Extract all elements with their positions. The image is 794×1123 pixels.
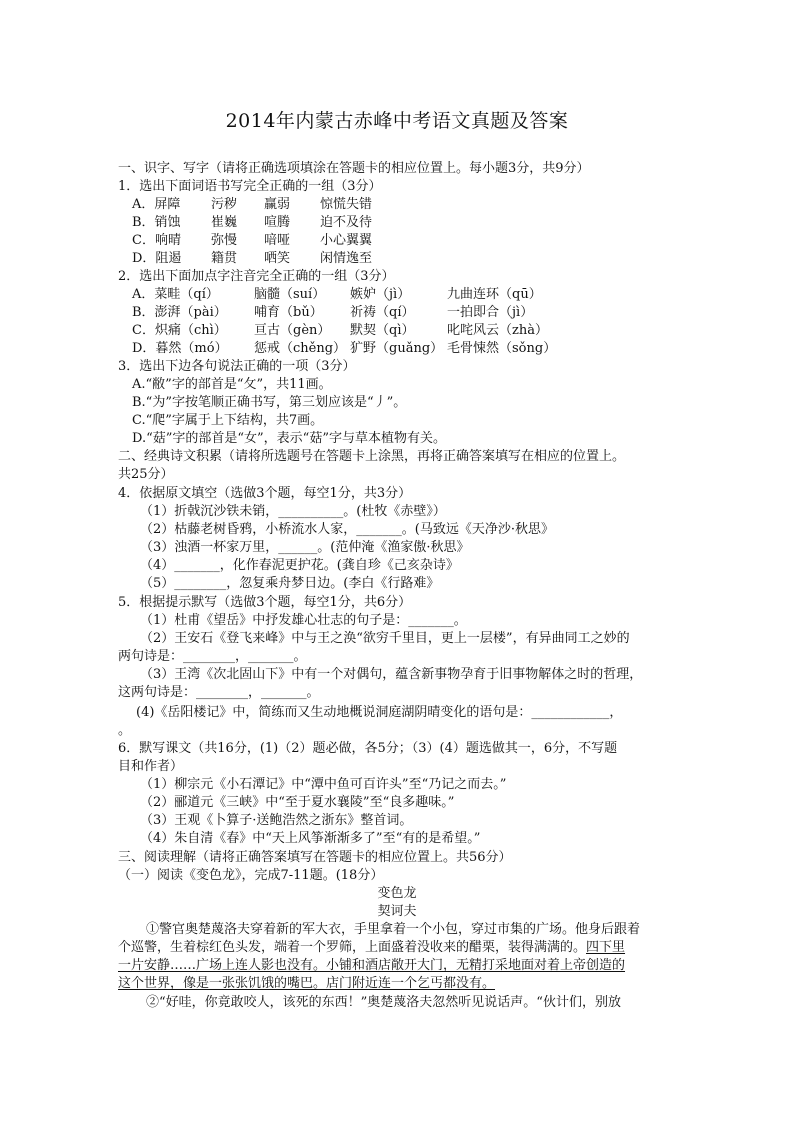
q1-b-word-3: 喧腾 bbox=[264, 215, 291, 230]
q1-b-word-2: 崔巍 bbox=[211, 215, 238, 230]
q2-row-c bbox=[132, 322, 562, 340]
q5-line-6: (4)《岳阳楼记》中，简练而又生动地概说洞庭湖阴晴变化的语句是：____________， bbox=[136, 705, 623, 720]
q5-stem: 5．根据提示默写（选做3个题，每空1分，共6分） bbox=[118, 595, 412, 610]
q1-row-b bbox=[132, 214, 432, 232]
q2-row-a bbox=[132, 286, 562, 304]
q6-item-1: （1）柳宗元《小石潭记》中“潭中鱼可百许头”至“乃记之而去。” bbox=[140, 777, 507, 792]
reading-sub-header: （一）阅读《变色龙》，完成7-11题。(18分） bbox=[118, 868, 384, 883]
q3-option-a: A.“敝”字的部首是“攵”，共11画。 bbox=[132, 377, 332, 392]
q5-line-7: 。 bbox=[118, 723, 132, 738]
q2-row-d bbox=[132, 340, 562, 358]
q2-c-item-4: 叱咤风云（zhà） bbox=[447, 323, 548, 338]
q1-row-d bbox=[132, 250, 432, 268]
q1-c-word-3: 喑哑 bbox=[264, 233, 291, 248]
q2-a-item-4: 九曲连环（qū） bbox=[447, 287, 542, 302]
underlined-sentence-line-3: 这个世界，像是一张张饥饿的嘴巴。店门附近连一个乞丐都没有。 bbox=[118, 976, 496, 991]
q2-d-item-3: 犷野（guǎng） bbox=[350, 341, 444, 356]
underlined-sentence-start: 四下里 bbox=[586, 940, 626, 955]
q1-c-word-1: C．响晴 bbox=[132, 233, 181, 248]
q2-c-item-2: 亘古（gèn） bbox=[254, 323, 331, 338]
q4-stem: 4．依据原文填空（选做3个题，每空1分，共3分） bbox=[118, 486, 412, 501]
q1-d-word-4: 闲情逸至 bbox=[320, 251, 373, 266]
q4-item-3: （3）浊酒一杯家万里，______。(范仲淹《渔家傲·秋思》 bbox=[140, 540, 470, 555]
q5-line-5: 这两句诗是：________，_______。 bbox=[118, 685, 320, 700]
q1-stem: 1．选出下面词语书写完全正确的一组（3分） bbox=[118, 179, 382, 194]
passage-author: 契诃夫 bbox=[377, 904, 417, 919]
q2-d-item-2: 惩戒（chěng） bbox=[254, 341, 347, 356]
q2-c-item-1: C．炽痛（chì） bbox=[132, 323, 227, 338]
q1-b-word-4: 迫不及待 bbox=[320, 215, 373, 230]
q4-item-4: （4）_______，化作春泥更护花。(龚自珍《己亥杂诗》 bbox=[140, 558, 459, 573]
underlined-sentence-line-2: 一片安静……广场上连人影也没有。小铺和酒店敞开大门，无精打采地面对着上帝创造的 bbox=[118, 958, 626, 973]
q6-stem-line-1: 6．默写课文（共16分，(1)（2）题必做，各5分；（3）(4）题选做其一，6分，不写题 bbox=[118, 741, 618, 756]
q2-d-item-1: D．暮然（mó） bbox=[132, 341, 228, 356]
q1-a-word-1: A．屏障 bbox=[132, 197, 181, 212]
q5-line-2: （2）王安石《登飞来峰》中与王之涣“欲穷千里目，更上一层楼”，有异曲同工之妙的 bbox=[140, 631, 630, 646]
q6-stem-line-2: 目和作者） bbox=[118, 759, 184, 774]
q1-b-word-1: B．销蚀 bbox=[132, 215, 181, 230]
q6-item-4: （4）朱自清《春》中“天上风筝渐渐多了”至“有的是希望。” bbox=[140, 831, 481, 846]
q1-d-word-3: 哂笑 bbox=[264, 251, 291, 266]
q2-a-item-2: 脑髓（suí） bbox=[254, 287, 326, 302]
q2-c-item-3: 默契（qì） bbox=[350, 323, 415, 338]
q2-b-item-4: 一拍即合（jì） bbox=[447, 305, 534, 320]
q1-a-word-2: 污秽 bbox=[211, 197, 238, 212]
q1-a-word-4: 惊慌失错 bbox=[320, 197, 373, 212]
q1-d-word-2: 籍贯 bbox=[211, 251, 238, 266]
q2-a-item-3: 嫉妒（jì） bbox=[350, 287, 411, 302]
q2-b-item-1: B．澎湃（pài） bbox=[132, 305, 227, 320]
paragraph-1-line-2 bbox=[118, 939, 625, 957]
q1-a-word-3: 赢弱 bbox=[264, 197, 291, 212]
q2-b-item-3: 祈祷（qí） bbox=[350, 305, 415, 320]
q3-option-c: C.“爬”字属于上下结构，共7画。 bbox=[132, 413, 324, 428]
section-1-header: 一、识字、写字（请将正确选项填涂在答题卡的相应位置上。每小题3分，共9分） bbox=[118, 161, 590, 176]
q5-line-3: 两句诗是：________，_______。 bbox=[118, 649, 307, 664]
passage-title: 变色龙 bbox=[377, 886, 417, 901]
paragraph-2-line-1: ②“好哇，你竟敢咬人，该死的东西！”奥楚蔑洛夫忽然听见说话声。“伙计们，别放 bbox=[146, 995, 621, 1010]
q5-line-4: （3）王湾《次北固山下》中有一个对偶句，蕴含新事物孕育于旧事物解体之时的哲理， bbox=[140, 667, 643, 682]
section-2-header-line-1: 二、经典诗文积累（请将所选题号在答题卡上涂黑，再将正确答案填写在相应的位置上。 bbox=[118, 449, 626, 464]
q1-d-word-1: D．阻遏 bbox=[132, 251, 182, 266]
q2-row-b bbox=[132, 304, 562, 322]
q3-stem: 3．选出下边各句说法正确的一项（3分） bbox=[118, 359, 356, 374]
section-3-header: 三、阅读理解（请将正确答案填写在答题卡的相应位置上。共56分） bbox=[118, 850, 512, 865]
q5-line-1: （1）杜甫《望岳》中抒发雄心壮志的句子是：_______。 bbox=[140, 613, 467, 628]
q2-b-item-2: 哺育（bǔ） bbox=[254, 305, 323, 320]
section-2-header-line-2: 共25分） bbox=[118, 467, 174, 482]
q6-item-2: （2）郦道元《三峡》中“至于夏水襄陵”至“良多趣味。” bbox=[140, 795, 455, 810]
q3-option-b: B.“为”字按笔顺正确书写，第三划应该是“丿”。 bbox=[132, 395, 407, 410]
q1-c-word-4: 小心翼翼 bbox=[320, 233, 373, 248]
q1-c-word-2: 弥慢 bbox=[211, 233, 238, 248]
q6-item-3: （3）王观《卜算子·送鲍浩然之浙东》整首词。 bbox=[140, 813, 413, 828]
q4-item-1: （1）折戟沉沙铁未销，__________。(杜牧《赤壁》） bbox=[140, 504, 446, 519]
q4-item-2: （2）枯藤老树昏鸦，小桥流水人家，_______。(马致远《天净沙·秋思》 bbox=[140, 522, 554, 537]
q2-a-item-1: A．菜畦（qí） bbox=[132, 287, 219, 302]
q1-row-a bbox=[132, 196, 432, 214]
q1-row-c bbox=[132, 232, 432, 250]
q2-stem: 2．选出下面加点字注音完全正确的一组（3分） bbox=[118, 269, 395, 284]
q2-d-item-4: 毛骨悚然（sǒng） bbox=[447, 341, 557, 356]
paragraph-1-line-2-text: 个巡警，生着棕红色头发，端着一个罗筛，上面盛着没收来的醋栗，装得满满的。 bbox=[118, 940, 587, 955]
q4-item-5: （5）________，忽复乘舟梦日边。(李白《行路难》 bbox=[140, 576, 440, 591]
q3-option-d: D.“菇”字的部首是“女”，表示“菇”字与草本植物有关。 bbox=[132, 431, 446, 446]
paragraph-1-line-1: ①警官奥楚蔑洛夫穿着新的军大衣，手里拿着一个小包，穿过市集的广场。他身后跟着 bbox=[146, 922, 641, 937]
page-title: 2014年内蒙古赤峰中考语文真题及答案 bbox=[225, 110, 569, 132]
